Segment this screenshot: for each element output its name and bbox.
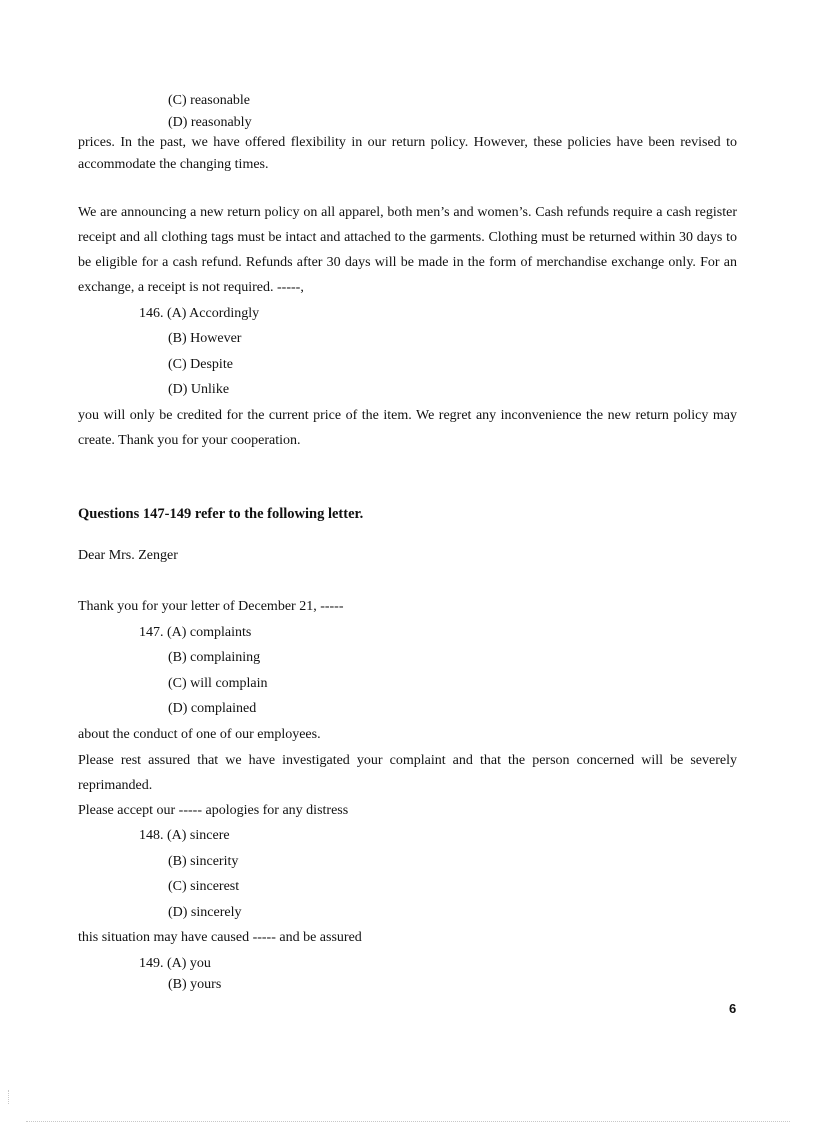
page-bottom-rule <box>26 1121 790 1122</box>
option-c-reasonable: (C) reasonable <box>168 93 251 108</box>
line-conduct: about the conduct of one of our employees. <box>78 727 321 742</box>
question-146-option-d: (D) Unlike <box>168 382 230 397</box>
question-146-option-b: (B) However <box>168 331 242 346</box>
question-147-option-d: (D) complained <box>168 701 257 716</box>
page-edge-marker <box>8 1090 10 1104</box>
paragraph-return-policy: We are announcing a new return policy on all apparel, both men’s and women’s. Cash refunds require a cash register receipt and all clothing tags must be intact and attached to the garments. Clothing must be returned within 30 days to be eligible for a cash refund. Refunds after 30 days will be made in the form of merchandise exchange only. For an exchange, a receipt is not required. -----, <box>78 205 737 295</box>
question-148-option-c: (C) sincerest <box>168 879 240 894</box>
question-146-option-c: (C) Despite <box>168 357 233 372</box>
question-149-option-a: 149. (A) you <box>139 956 211 971</box>
paragraph-credit: you will only be credited for the current price of the item. We regret any inconvenience the new return policy may create. Thank you for your cooperation. <box>78 408 737 448</box>
option-d-reasonably: (D) reasonably <box>168 115 252 130</box>
question-146-option-a: 146. (A) Accordingly <box>139 306 260 321</box>
line-thank-you: Thank you for your letter of December 21, ----- <box>78 599 344 614</box>
line-accept-apologies: Please accept our ----- apologies for any distress <box>78 803 349 818</box>
line-situation: this situation may have caused ----- and be assured <box>78 930 362 945</box>
question-147-option-b: (B) complaining <box>168 650 261 665</box>
salutation: Dear Mrs. Zenger <box>78 548 178 563</box>
question-148-option-a: 148. (A) sincere <box>139 828 230 843</box>
paragraph-prices: prices. In the past, we have offered flexibility in our return policy. However, these policies have been revised to accommodate the changing times. <box>78 135 737 172</box>
question-147-option-c: (C) will complain <box>168 676 268 691</box>
paragraph-rest-assured: Please rest assured that we have investigated your complaint and that the person concerned will be severely reprimanded. <box>78 753 737 793</box>
page-number: 6 <box>729 1001 737 1016</box>
section-heading: Questions 147-149 refer to the following letter. <box>78 506 364 522</box>
question-148-option-d: (D) sincerely <box>168 905 242 920</box>
question-147-option-a: 147. (A) complaints <box>139 625 252 640</box>
question-149-option-b: (B) yours <box>168 977 222 992</box>
question-148-option-b: (B) sincerity <box>168 854 239 869</box>
